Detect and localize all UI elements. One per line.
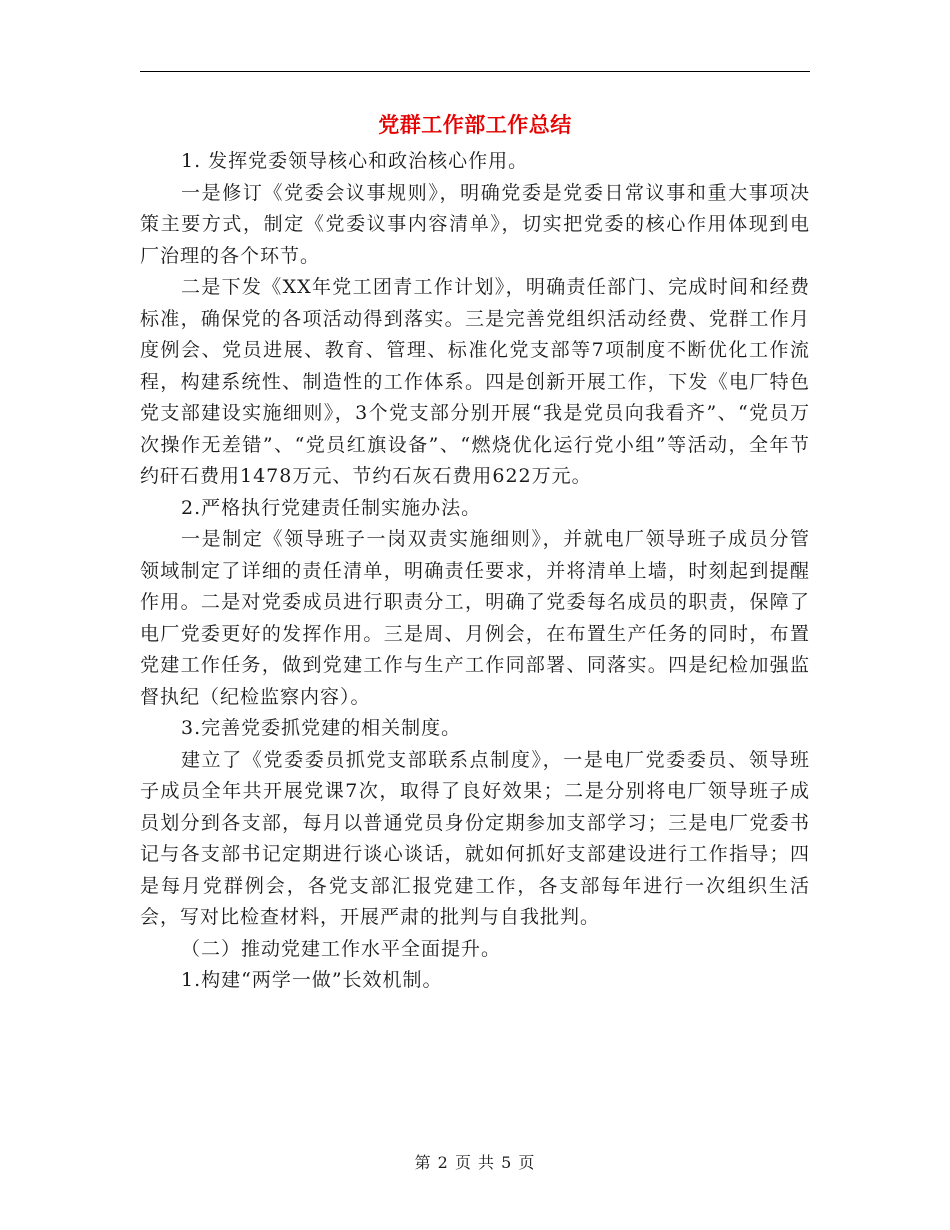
paragraph: 一是修订《党委会议事规则》，明确党委是党委日常议事和重大事项决策主要方式，制定《党委议事内容清单》，切实把党委的核心作用体现到电厂治理的各个环节。 <box>140 181 810 267</box>
section-heading-4: 1.构建“两学一做”长效机制。 <box>181 969 443 991</box>
paragraph: 建立了《党委委员抓党支部联系点制度》，一是电厂党委委员、领导班子成员全年共开展党课7次，取得了良好效果；二是分别将电厂领导班子成员划分到各支部，每月以普通党员身份定期参加支部学习；三是电厂党委书记与各支部书记定期进行谈心谈话，就如何抓好支部建设进行工作指导；四是每月党群例会，各党支部汇报党建工作，各支部每年进行一次组织生活会，写对比检查材料，开展严肃的批判与自我批判。 <box>140 748 810 928</box>
document-body <box>140 146 810 997</box>
document-title: 党群工作部工作总结 <box>378 113 572 137</box>
paragraph: 一是制定《领导班子一岗双责实施细则》，并就电厂领导班子成员分管领域制定了详细的责任清单，明确责任要求，并将清单上墙，时刻起到提醒作用。二是对党委成员进行职责分工，明确了党委每名成员的职责，保障了电厂党委更好的发挥作用。三是周、月例会，在布置生产任务的同时，布置党建工作任务，做到党建工作与生产工作同部署、同落实。四是纪检加强监督执纪（纪检监察内容）。 <box>140 528 810 708</box>
header-rule <box>140 71 810 72</box>
subsection-heading: （二）推动党建工作水平全面提升。 <box>181 937 502 960</box>
paragraph: 二是下发《XX年党工团青工作计划》，明确责任部门、完成时间和经费标准，确保党的各项活动得到落实。三是完善党组织活动经费、党群工作月度例会、党员进展、教育、管理、标准化党支部等7项制度不断优化工作流程，构建系统性、制造性的工作体系。四是创新开展工作，下发《电厂特色党支部建设实施细则》，3个党支部分别开展“我是党员向我看齐”、“党员万次操作无差错”、“党员红旗设备”、“燃烧优化运行党小组”等活动，全年节约矸石费用1478万元、节约石灰石费用622万元。 <box>140 276 810 487</box>
section-heading-3: 3.完善党委抓党建的相关制度。 <box>181 717 462 739</box>
section-heading-2: 2.严格执行党建责任制实施办法。 <box>181 496 482 519</box>
section-heading-1: 1. 发挥党委领导核心和政治核心作用。 <box>181 150 529 172</box>
page-footer: 第 2 页 共 5 页 <box>414 1153 536 1172</box>
